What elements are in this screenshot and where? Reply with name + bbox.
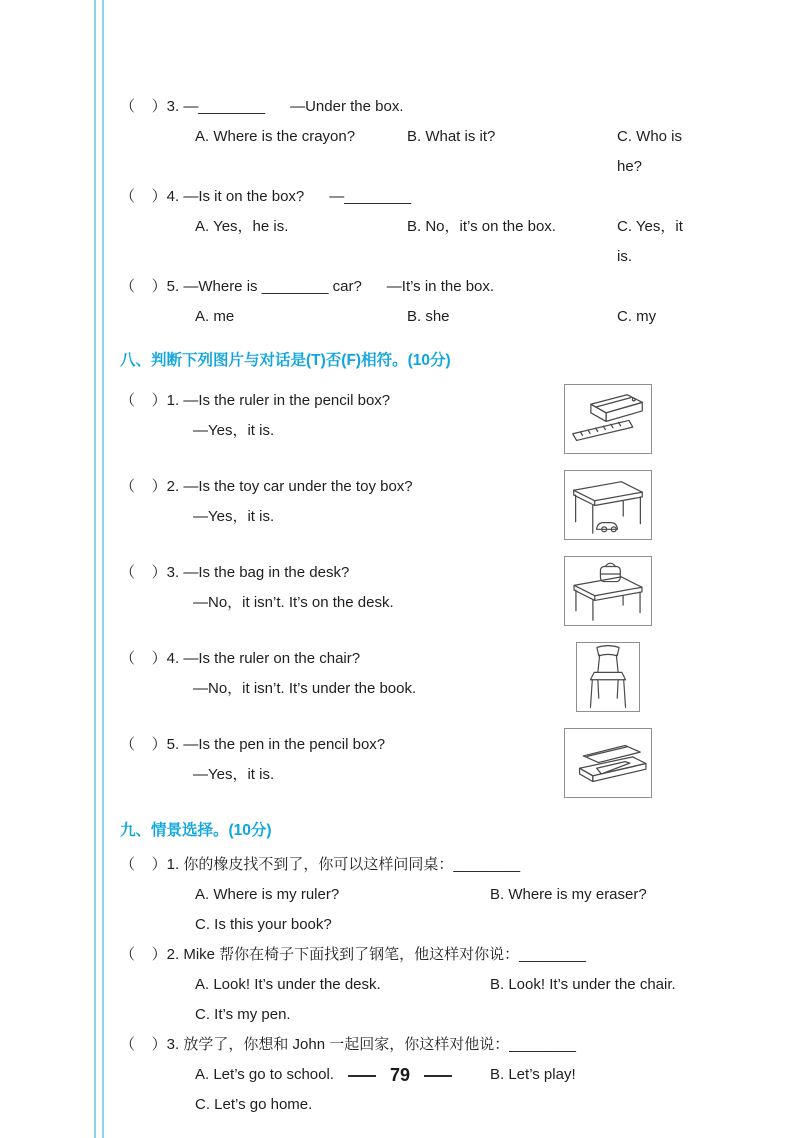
tf-item-2 [120,472,700,540]
tf-question: （ ）1. —Is the ruler in the pencil box? [120,392,391,409]
question-stem: （ ）3. 放学了，你想和 John 一起回家，你这样对他说：________ [120,1036,576,1053]
options-row [120,302,700,332]
option-a: A. Let’s go to school. [195,1066,334,1083]
option-a: A. Yes，he is. [195,218,289,235]
tf-text [120,558,564,618]
multiple-choice-block [120,92,700,332]
worksheet-content [120,92,700,1120]
toy-car-under-table-drawing [568,474,648,537]
tf-text [120,472,564,532]
mc-question-5 [120,272,700,332]
option-b: B. No，it’s on the box. [407,218,556,235]
tf-question: （ ）4. —Is the ruler on the chair? [120,650,361,667]
true-false-block [120,386,700,798]
tf-text [120,644,576,704]
bag-on-desk-drawing [568,558,648,624]
tf-answer: —Yes，it is. [193,508,275,525]
tf-question: （ ）2. —Is the toy car under the toy box? [120,478,413,495]
option-a: A. Where is the crayon? [195,128,356,145]
option-c: C. Yes，it is. [617,218,688,265]
tf-answer: —Yes，it is. [193,766,275,783]
footer-rule-left [348,1075,376,1077]
tf-item-1 [120,386,700,454]
tf-item-5 [120,730,700,798]
chair-image [576,642,640,712]
option-b: B. Look! It’s under the chair. [490,976,676,993]
situational-question-2 [120,940,700,1030]
options-row [120,970,700,1000]
open-pencil-box-image [564,728,652,798]
tf-answer: —No，it isn’t. It’s on the desk. [193,594,394,611]
tf-question: （ ）3. —Is the bag in the desk? [120,564,350,581]
option-b: B. she [407,308,450,325]
option-a: A. Look! It’s under the desk. [195,976,381,993]
option-b: B. Let’s play! [490,1066,576,1083]
tf-item-4 [120,644,700,712]
bag-on-desk-image [564,556,652,626]
question-stem: （ ）4. —Is it on the box? —________ [120,188,411,205]
question-stem: （ ）3. —________ —Under the box. [120,98,404,115]
section-9-title: 九、情景选择。(10分) [120,822,272,839]
option-a: A. me [195,308,235,325]
ruler-pencil-box-drawing [568,388,648,451]
option-c: C. It’s my pen. [195,1006,291,1023]
tf-question: （ ）5. —Is the pen in the pencil box? [120,736,386,753]
options-row [120,122,700,182]
tf-answer: —No，it isn’t. It’s under the book. [193,680,417,697]
question-stem: （ ）1. 你的橡皮找不到了，你可以这样问同桌：________ [120,856,521,873]
tf-answer: —Yes，it is. [193,422,275,439]
chair-drawing [584,642,632,712]
margin-rule-inner [102,0,104,1138]
situational-question-1 [120,850,700,940]
option-c: C. Is this your book? [195,916,332,933]
mc-question-4 [120,182,700,272]
option-c: C. my [617,308,657,325]
ruler-pencil-box-image [564,384,652,454]
options-row [120,880,700,910]
option-c: C. Let’s go home. [195,1096,313,1113]
page-number: 79 [389,1065,411,1085]
question-stem: （ ）2. Mike 帮你在椅子下面找到了钢笔，他这样对你说：________ [120,946,586,963]
footer-rule-right [424,1075,452,1077]
question-stem: （ ）5. —Where is ________ car? —It’s in the box. [120,278,495,295]
section-8-title: 八、判断下列图片与对话是(T)否(F)相符。(10分) [120,352,451,369]
options-row [120,212,700,272]
tf-text [120,386,564,446]
mc-question-3 [120,92,700,182]
option-b: B. Where is my eraser? [490,886,647,903]
option-a: A. Where is my ruler? [195,886,340,903]
option-b: B. What is it? [407,128,496,145]
margin-rule-outer [94,0,96,1138]
option-c: C. Who is he? [617,128,687,175]
toy-car-under-table-image [564,470,652,540]
open-pencil-box-drawing [568,736,648,791]
tf-item-3 [120,558,700,626]
tf-text [120,730,564,790]
page-footer [0,1065,800,1086]
